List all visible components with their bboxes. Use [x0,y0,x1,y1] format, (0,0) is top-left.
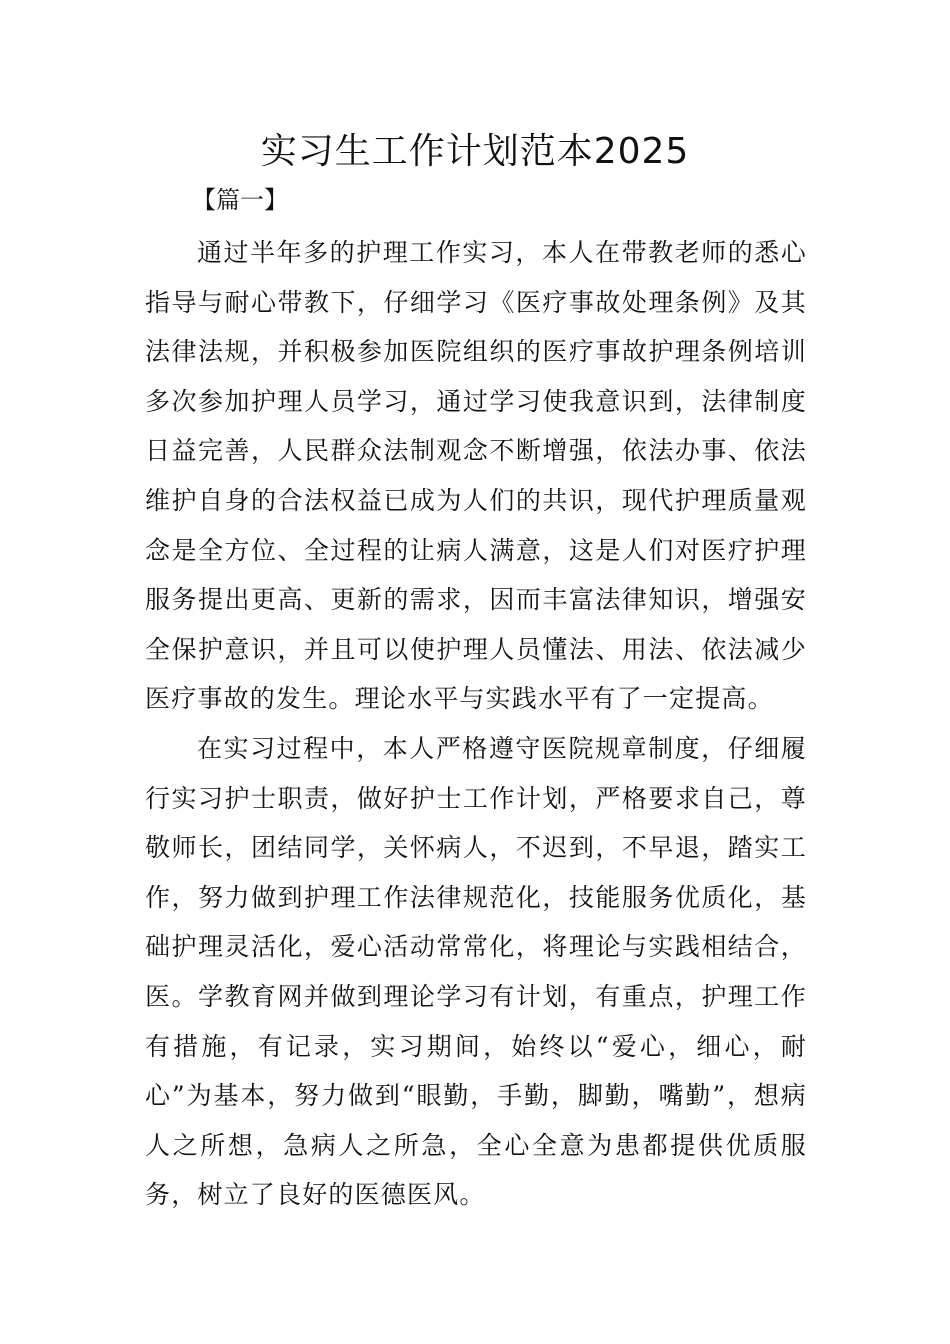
paragraph-2: 在实习过程中，本人严格遵守医院规章制度，仔细履行实习护士职责，做好护士工作计划，严格要求自己，尊敬师长，团结同学，关怀病人，不迟到，不早退，踏实工作，努力做到护理工作法律规范化，技能服务优质化，基础护理灵活化，爱心活动常常化，将理论与实践相结合，医。学教育网并做到理论学习有计划，有重点，护理工作有措施，有记录，实习期间，始终以“爱心，细心，耐心”为基本，努力做到“眼勤，手勤，脚勤，嘴勤”，想病人之所想，急病人之所急，全心全意为患都提供优质服务，树立了良好的医德医风。 [145,734,807,1210]
document-title: 实习生工作计划范本2025 [260,131,690,172]
paragraph-1: 通过半年多的护理工作实习，本人在带教老师的悉心指导与耐心带教下，仔细学习《医疗事故处理条例》及其法律法规，并积极参加医院组织的医疗事故护理条例培训多次参加护理人员学习，通过学习使我意识到，法律制度日益完善，人民群众法制观念不断增强，依法办事、依法维护自身的合法权益已成为人们的共识，现代护理质量观念是全方位、全过程的让病人满意，这是人们对医疗护理服务提出更高、更新的需求，因而丰富法律知识，增强安全保护意识，并且可以使护理人员懂法、用法、依法减少医疗事故的发生。理论水平与实践水平有了一定提高。 [145,238,807,714]
section-label: 【篇一】 [192,186,288,214]
